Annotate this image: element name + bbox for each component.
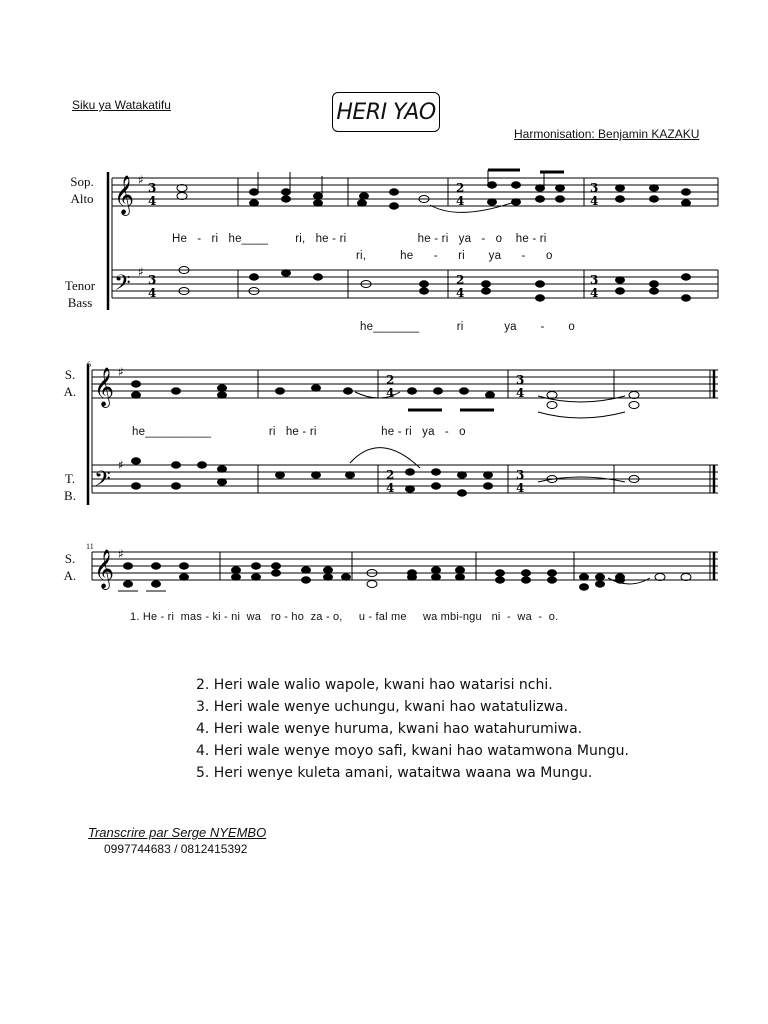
svg-text:𝄞: 𝄞 [114,175,135,215]
svg-text:♯: ♯ [138,265,144,279]
svg-text:2: 2 [386,468,395,482]
verse-line: 2. Heri wale walio wapole, kwani hao watarisi nchi. [196,677,553,693]
svg-text:2: 2 [456,273,465,287]
voice-label-alto: Alto [70,191,94,206]
measure-number-6: 6 [87,360,91,369]
voice-label-tenor: Tenor [64,278,96,293]
lyrics-system1-alto: ri, he - ri ya - o [356,250,553,262]
svg-text:♯: ♯ [118,547,124,561]
song-title: HERI YAO [332,92,440,132]
voice-label-s: S. [64,367,76,382]
lyrics-system1-soprano: He - ri he____ ri, he - ri he - ri ya - o he - ri [172,233,547,245]
voice-label-bass: Bass [67,295,93,310]
svg-text:3: 3 [590,181,599,195]
verse-line: 3. Heri wale wenye uchungu, kwani hao watatulizwa. [196,699,569,715]
verses-list [196,674,629,784]
svg-text:2: 2 [386,373,395,387]
voice-label-s-3: S. [64,551,76,566]
svg-text:4: 4 [386,481,395,495]
svg-text:3: 3 [590,273,599,287]
verse-line: 5. Heri wenye kuleta amani, wataitwa waana wa Mungu. [196,765,593,781]
svg-text:3: 3 [148,273,157,287]
svg-text:♯: ♯ [118,365,124,379]
occasion-label: Siku ya Watakatifu [72,98,171,112]
svg-text:♯: ♯ [138,173,144,187]
svg-text:3: 3 [516,468,525,482]
voice-label-a-3: A. [63,568,77,583]
lyrics-system3: 1. He - ri mas - ki - ni wa ro - ho za - o, u - fal me wa mbi-ngu ni - wa - o. [130,611,559,623]
svg-text:𝄞: 𝄞 [94,549,115,589]
svg-text:4: 4 [456,286,465,300]
lyrics-system2: he__________ ri he - ri he - ri ya - o [132,426,466,438]
voice-label-a: A. [63,384,77,399]
svg-text:4: 4 [516,386,525,400]
svg-text:4: 4 [456,194,465,208]
svg-text:4: 4 [386,386,395,400]
svg-text:𝄢: 𝄢 [94,467,111,497]
svg-text:4: 4 [148,286,157,300]
staff-treble-system1 [112,178,718,206]
svg-text:♯: ♯ [118,458,124,472]
lyrics-system1-bass: he_______ ri ya - o [360,321,575,333]
svg-text:3: 3 [516,373,525,387]
voice-label-t: T. [64,471,76,486]
svg-text:4: 4 [590,194,599,208]
staff-bass-system2 [92,465,718,493]
svg-text:𝄢: 𝄢 [114,271,131,301]
phone-numbers: 0997744683 / 0812415392 [104,842,248,856]
voice-label-b: B. [64,488,76,503]
staff-treble-system2 [92,370,718,398]
svg-text:𝄞: 𝄞 [94,367,115,407]
svg-text:2: 2 [456,181,465,195]
svg-text:4: 4 [590,286,599,300]
transcriber-credit: Transcrire par Serge NYEMBO [88,825,267,840]
harmonisation-credit: Harmonisation: Benjamin KAZAKU [514,127,700,141]
verse-line: 4. Heri wale wenye huruma, kwani hao watahurumiwa. [196,721,583,737]
svg-text:4: 4 [516,481,525,495]
staff-bass-system1 [112,270,718,298]
measure-number-11: 11 [86,542,94,551]
voice-label-soprano: Sop. [70,174,94,189]
svg-text:3: 3 [148,181,157,195]
svg-text:4: 4 [148,194,157,208]
verse-line: 4. Heri wale wenye moyo safi, kwani hao watamwona Mungu. [196,743,629,759]
